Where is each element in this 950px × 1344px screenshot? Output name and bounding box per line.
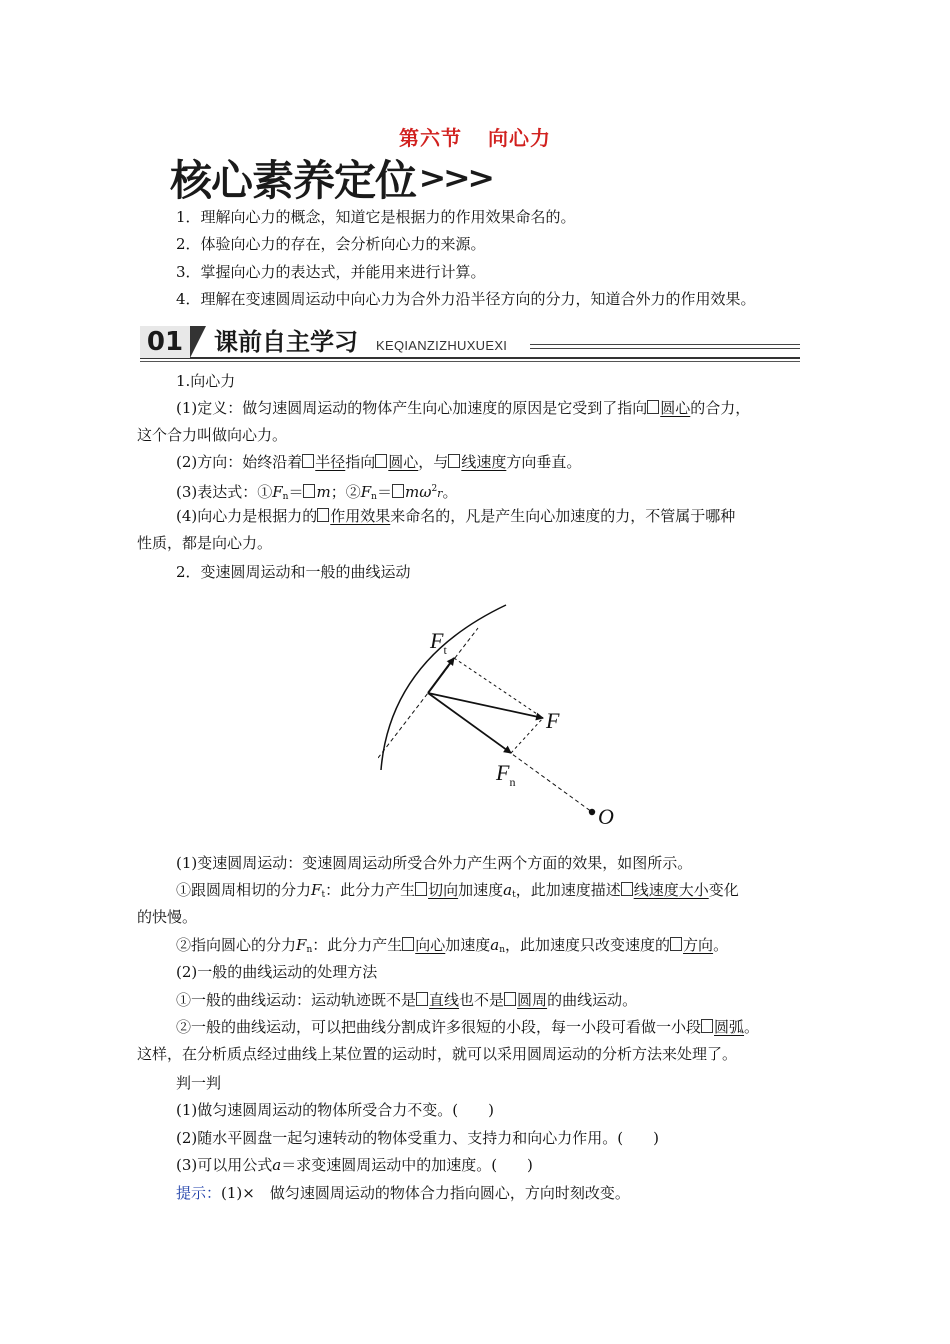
goal-item: 1．理解向心力的概念，知道它是根据力的作用效果命名的。 <box>176 208 576 226</box>
label-fn: $F_n$ <box>496 760 516 789</box>
tangential-component-line: ①跟圆周相切的分力$F_t$：此分力产生 切向加速度$a_t$，此加速度描述 线速度大小变化 <box>176 881 739 900</box>
goal-item: 2．体验向心力的存在，会分析向心力的来源。 <box>176 235 486 253</box>
judge-heading: 判一判 <box>176 1074 222 1092</box>
goal-item: 3．掌握向心力的表达式，并能用来进行计算。 <box>176 263 486 281</box>
direction-line: (2)方向：始终沿着 半径指向 圆心，与 线速度方向垂直。 <box>176 453 582 471</box>
item-heading: 2．变速圆周运动和一般的曲线运动 <box>176 563 411 581</box>
judge-item: (1)做匀速圆周运动的物体所受合力不变。( ) <box>176 1101 494 1119</box>
hint-line: 提示：(1)× 做匀速圆周运动的物体合力指向圆心，方向时刻改变。 <box>176 1184 630 1202</box>
label-f: F <box>546 708 560 733</box>
judge-item: (2)随水平圆盘一起匀速转动的物体受重力、支持力和向心力作用。( ) <box>176 1129 659 1147</box>
force-decomposition-diagram <box>378 590 636 844</box>
naming-continuation: 性质，都是向心力。 <box>137 534 273 552</box>
section-banner-pinyin: KEQIANZIZHUXUEXI <box>376 338 508 353</box>
section-banner-number: 01 <box>140 326 190 358</box>
naming-line: (4)向心力是根据力的 作用效果来命名的，凡是产生向心加速度的力，不管属于哪种 <box>176 507 736 525</box>
segment-continuation: 这样，在分析质点经过曲线上某位置的运动时，就可以采用圆周运动的分析方法来处理了。 <box>137 1045 738 1063</box>
center-point <box>589 809 595 815</box>
section-banner <box>140 324 800 360</box>
variable-motion-line: (1)变速圆周运动：变速圆周运动所受合外力产生两个方面的效果，如图所示。 <box>176 854 693 872</box>
hint-label: 提示： <box>176 1184 222 1202</box>
item-heading: 1.向心力 <box>176 372 236 390</box>
expression-line: (3)表达式：$①F_n= m$；$②F_n= m\omega^2r$。 <box>176 483 458 502</box>
section-banner-title: 课前自主学习 <box>214 328 358 356</box>
goal-item: 4．理解在变速圆周运动中向心力为合外力沿半径方向的分力，知道合外力的作用效果。 <box>176 290 756 308</box>
label-o: O <box>598 804 614 829</box>
method-heading: (2)一般的曲线运动的处理方法 <box>176 963 378 981</box>
page-title <box>0 122 950 151</box>
normal-component-line: ②指向圆心的分力$F_n$：此分力产生 向心加速度$a_n$，此加速度只改变速度的 方向。 <box>176 936 729 955</box>
segment-line: ②一般的曲线运动，可以把曲线分割成许多很短的小段，每一小段可看做一小段 圆弧。 <box>176 1018 760 1036</box>
projection-line <box>511 718 543 753</box>
circular-path-arc <box>381 605 506 770</box>
judge-item: (3)可以用公式a＝求变速圆周运动中的加速度。( ) <box>176 1156 533 1174</box>
tangential-force-arrow <box>428 658 454 693</box>
section-topic: 向心力 <box>488 126 551 150</box>
section-number: 第六节 <box>399 126 462 150</box>
definition-line: (1)定义：做匀速圆周运动的物体产生向心加速度的原因是它受到了指向 圆心的合力， <box>176 399 751 417</box>
label-ft: $F_t$ <box>430 628 447 657</box>
definition-continuation: 这个合力叫做向心力。 <box>137 426 288 444</box>
general-curve-line: ①一般的曲线运动：运动轨迹既不是 直线也不是 圆周的曲线运动。 <box>176 991 638 1009</box>
core-literacy-banner <box>170 154 492 205</box>
banner-heading: 核心素养定位 <box>170 156 417 205</box>
chevron-right-icon: >>> <box>418 160 492 196</box>
tangential-continuation: 的快慢。 <box>137 908 198 926</box>
